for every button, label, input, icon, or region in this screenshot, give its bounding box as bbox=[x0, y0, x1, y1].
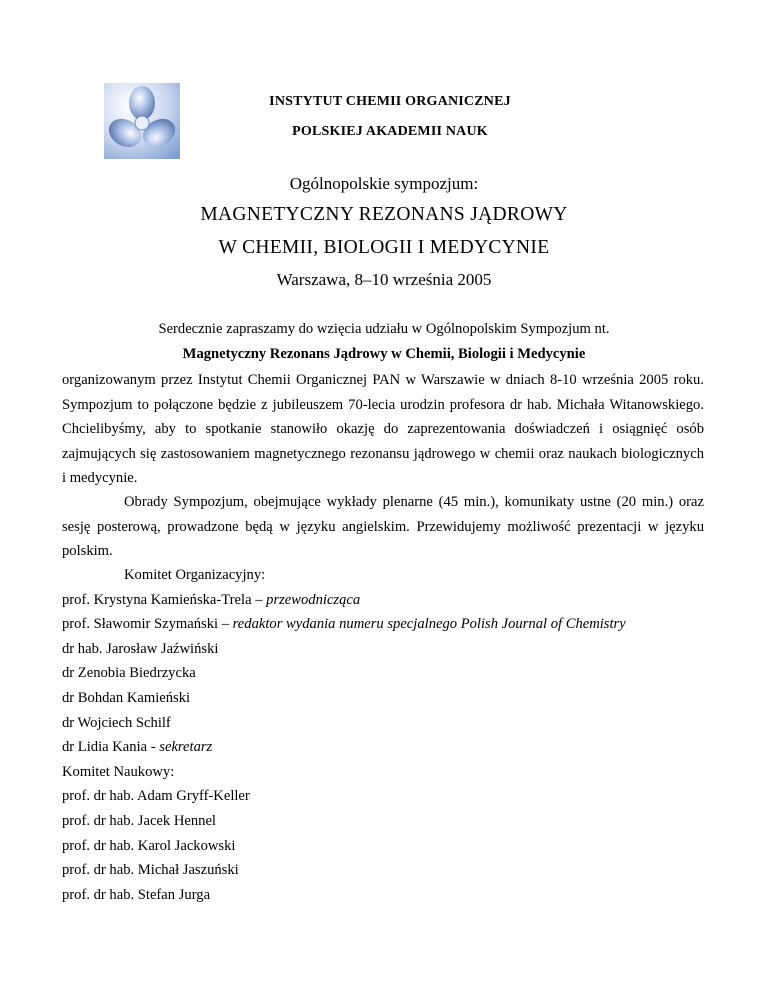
scientific-member: prof. dr hab. Stefan Jurga bbox=[62, 886, 211, 903]
member-name: dr Lidia Kania bbox=[62, 739, 148, 756]
event-title-line2: W CHEMII, BIOLOGII I MEDYCYNIE bbox=[218, 237, 550, 258]
paragraph-organization: organizowanym przez Instytut Chemii Organicznej PAN w Warszawie w dniach 8-10 września 2005 roku. Sympozjum to połączone będzie z jubileuszem 70-lecia urodzin profesora dr hab. Michała Witanowskiego. Chcielibyśmy, aby to spotkanie stanowiło okazję do zaprezentowania doświadczeń i osiągnięć osób zajmujących się zastosowaniem magnetycznego rezonansu jądrowego w chemii oraz naukach biologicznych i medycynie. bbox=[62, 372, 704, 487]
institute-logo bbox=[104, 83, 180, 159]
member-role: przewodnicząca bbox=[266, 591, 361, 608]
member-separator: - bbox=[147, 739, 160, 756]
event-title-line1: MAGNETYCZNY REZONANS JĄDROWY bbox=[200, 204, 568, 225]
committee-member bbox=[62, 612, 632, 637]
scientific-member: prof. dr hab. Michał Jaszuński bbox=[62, 862, 239, 879]
symposium-topic: Magnetyczny Rezonans Jądrowy w Chemii, Biologii i Medycynie bbox=[182, 346, 586, 362]
institute-name-line2: POLSKIEJ AKADEMII NAUK bbox=[292, 124, 488, 139]
member-role: sekretarz bbox=[159, 739, 213, 756]
scientific-member: prof. dr hab. Adam Gryff-Keller bbox=[62, 788, 250, 805]
invitation-line: Serdecznie zapraszamy do wzięcia udziału w Ogólnopolskim Sympozjum nt. bbox=[158, 321, 610, 337]
committee-member bbox=[62, 735, 704, 760]
scientific-member: prof. dr hab. Jacek Hennel bbox=[62, 812, 216, 829]
paragraph-proceedings: Obrady Sympozjum, obejmujące wykłady plenarne (45 min.), komunikaty ustne (20 min.) oraz sesję posterową, prowadzone będą w języku angielskim. Przewidujemy możliwość prezentacji w języku polskim. bbox=[62, 494, 704, 560]
member-name: prof. Krystyna Kamieńska-Trela bbox=[62, 591, 252, 608]
member-name: prof. Sławomir Szymański bbox=[62, 616, 219, 633]
member-name: dr Wojciech Schilf bbox=[62, 714, 171, 731]
scientific-committee-heading: Komitet Naukowy: bbox=[62, 763, 175, 780]
scientific-member: prof. dr hab. Karol Jackowski bbox=[62, 837, 236, 854]
committee-member bbox=[62, 637, 704, 662]
member-name: dr hab. Jarosław Jaźwiński bbox=[62, 640, 219, 657]
committee-member bbox=[62, 711, 704, 736]
committee-member bbox=[62, 588, 704, 613]
committees-list bbox=[62, 563, 704, 907]
committee-member bbox=[62, 686, 704, 711]
member-separator: – bbox=[218, 616, 233, 633]
organizing-committee-heading: Komitet Organizacyjny: bbox=[124, 567, 266, 583]
member-name: dr Zenobia Biedrzycka bbox=[62, 665, 196, 682]
institute-name-line1: INSTYTUT CHEMII ORGANICZNEJ bbox=[269, 94, 511, 109]
member-name: dr Bohdan Kamieński bbox=[62, 689, 191, 706]
member-separator: – bbox=[251, 591, 267, 608]
event-kind: Ogólnopolskie sympozjum: bbox=[289, 174, 479, 193]
member-role: redaktor wydania numeru specjalnego Polish Journal of Chemistry bbox=[232, 616, 626, 633]
event-place-date: Warszawa, 8–10 września 2005 bbox=[276, 270, 492, 289]
committee-member bbox=[62, 661, 704, 686]
